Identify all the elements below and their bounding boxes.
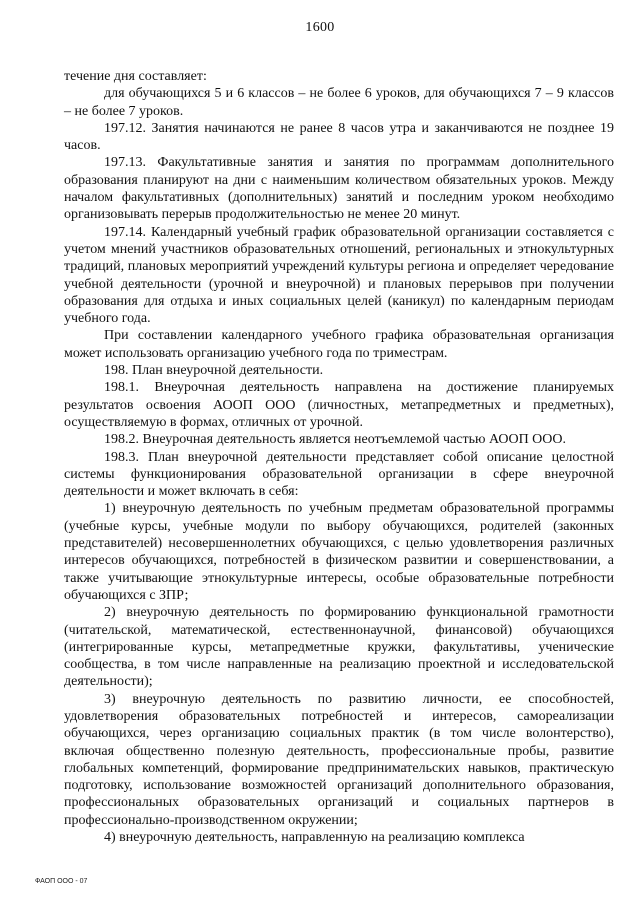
- list-item: 2) внеурочную деятельность по формированию функциональной грамотности (читательской, математической, естественнонаучной, финансовой) обучающихся (интегрированные курсы, метапредметные кружки, факультативы, ученические сообщества, в том числе направленные на реализацию проектной и исследовательской деятельности);: [64, 605, 614, 690]
- list-item: 1) внеурочную деятельность по учебным предметам образовательной программы (учебные курсы, учебные модули по выбору обучающихся, родителей (законных представителей) несовершеннолетних обучающихся, с целью удовлетворения различных интересов обучающихся, потребностей в физическом развитии и совершенствовании, а также учитывающие этнокультурные интересы, особые образовательные потребности обучающихся с ЗПР;: [64, 501, 614, 603]
- document-footer: ФАОП ООО - 07: [35, 878, 88, 885]
- paragraph: 197.14. Календарный учебный график образовательной организации составляется с учетом мнений участников образовательных отношений, региональных и этнокультурных традиций, плановых мероприятий учреждений культуры региона и определяет чередование учебной деятельности (урочной и внеурочной) и плановых перерывов при получении образования для отдыха и иных социальных целей (каникул) по календарным периодам учебного года.: [64, 224, 614, 327]
- paragraph: 197.12. Занятия начинаются не ранее 8 часов утра и заканчиваются не позднее 19 часов.: [64, 120, 614, 154]
- list-item: 3) внеурочную деятельность по развитию личности, ее способностей, удовлетворения образовательных потребностей и интересов, самореализации обучающихся, через организацию социальных практик (в том числе волонтерство), включая общественно полезную деятельность, профессиональные пробы, развитие глобальных компетенций, формирование предпринимательских навыков, практическую подготовку, использование возможностей организаций дополнительного образования, профессиональных образовательных организаций и социальных партнеров в профессионально-производственном окружении;: [64, 691, 614, 828]
- section-heading: 198. План внеурочной деятельности.: [104, 363, 324, 379]
- paragraph: 198.1. Внеурочная деятельность направлена на достижение планируемых результатов освоения АООП ООО (личностных, метапредметных и предметных), осуществляемую в формах, отличных от урочной.: [64, 380, 614, 430]
- paragraph: При составлении календарного учебного графика образовательная организация может использовать организацию учебного года по триместрам.: [64, 328, 614, 361]
- list-item: 4) внеурочную деятельность, направленную на реализацию комплекса: [104, 830, 525, 846]
- paragraph: для обучающихся 5 и 6 классов – не более 6 уроков, для обучающихся 7 – 9 классов – не более 7 уроков.: [64, 86, 614, 119]
- paragraph: 198.3. План внеурочной деятельности представляет собой описание целостной системы функционирования образовательной организации в сфере внеурочной деятельности и может включать в себя:: [64, 449, 614, 500]
- paragraph: 198.2. Внеурочная деятельность является неотъемлемой частью АООП ООО.: [104, 432, 567, 448]
- page-number: 1600: [305, 20, 335, 35]
- paragraph: течение дня составляет:: [64, 69, 207, 84]
- document-body: [64, 68, 614, 846]
- paragraph: 197.13. Факультативные занятия и занятия по программам дополнительного образования планируют на дни с наименьшим количеством обязательных уроков. Между началом факультативных (дополнительных) занятий и последним уроком необходимо организовывать перерыв продолжительностью не менее 20 минут.: [64, 155, 614, 223]
